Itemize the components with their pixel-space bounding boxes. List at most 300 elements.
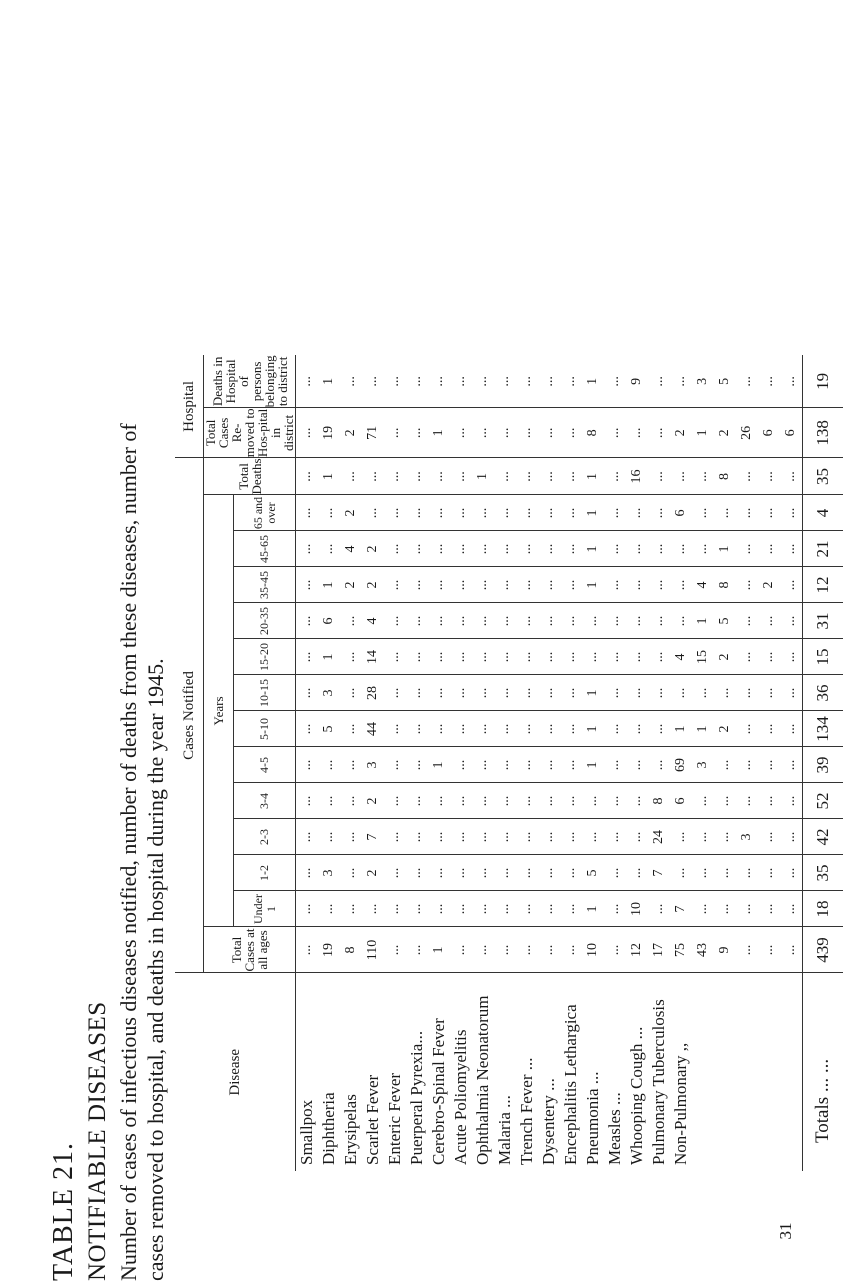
table-cell: ... bbox=[780, 783, 803, 819]
table-cell: ... bbox=[648, 408, 670, 458]
table-cell: ... bbox=[384, 408, 406, 458]
table-cell: ... bbox=[560, 747, 582, 783]
table-cell: ... bbox=[538, 711, 560, 747]
header-age-group: 4-5 bbox=[234, 747, 296, 783]
table-cell: ... bbox=[582, 783, 604, 819]
table-cell: 8 bbox=[582, 408, 604, 458]
table-cell: ... bbox=[450, 567, 472, 603]
header-age-group: 35-45 bbox=[234, 567, 296, 603]
table-cell: ... bbox=[428, 639, 450, 675]
table-cell: ... bbox=[604, 783, 626, 819]
table-cell: ... bbox=[296, 927, 319, 973]
table-cell: ... bbox=[758, 747, 780, 783]
table-cell: 2 bbox=[362, 855, 384, 891]
table-cell: ... bbox=[318, 747, 340, 783]
table-cell: 1 bbox=[428, 747, 450, 783]
disease-name: Smallpox bbox=[297, 1099, 316, 1165]
table-cell: ... bbox=[406, 711, 428, 747]
table-cell: 4 bbox=[340, 531, 362, 567]
table-cell: 1 bbox=[582, 458, 604, 495]
table-cell: ... bbox=[780, 458, 803, 495]
table-cell: ... bbox=[582, 819, 604, 855]
table-cell: ... bbox=[516, 675, 538, 711]
table-cell: ... bbox=[560, 458, 582, 495]
table-cell: 6 bbox=[758, 408, 780, 458]
table-cell: ... bbox=[736, 927, 758, 973]
table-cell: ... bbox=[758, 495, 780, 531]
header-age-group: 45-65 bbox=[234, 531, 296, 567]
table-cell: 1 bbox=[582, 531, 604, 567]
table-cell: ... bbox=[780, 927, 803, 973]
table-cell: 3 bbox=[362, 747, 384, 783]
table-cell: 4 bbox=[362, 603, 384, 639]
table-cell: ... bbox=[736, 567, 758, 603]
table-cell: 5 bbox=[582, 855, 604, 891]
totals-cell: 52 bbox=[803, 783, 843, 819]
table-cell: 2 bbox=[714, 639, 736, 675]
totals-cell: 15 bbox=[803, 639, 843, 675]
table-cell: ... bbox=[428, 675, 450, 711]
disease-name: Scarlet Fever bbox=[363, 1074, 382, 1165]
table-cell: 1 bbox=[318, 567, 340, 603]
table-cell: ... bbox=[472, 567, 494, 603]
table-cell: 3 bbox=[318, 675, 340, 711]
table-cell: ... bbox=[736, 855, 758, 891]
table-row bbox=[538, 355, 560, 1171]
table-cell: ... bbox=[516, 458, 538, 495]
table-cell: ... bbox=[604, 408, 626, 458]
table-cell: ... bbox=[516, 783, 538, 819]
table-cell: ... bbox=[406, 458, 428, 495]
table-cell: 1 bbox=[318, 355, 340, 408]
table-cell: 3 bbox=[318, 855, 340, 891]
table-cell: ... bbox=[758, 675, 780, 711]
table-cell: ... bbox=[780, 495, 803, 531]
table-cell: ... bbox=[406, 567, 428, 603]
table-cell: 5 bbox=[714, 355, 736, 408]
table-cell: 10 bbox=[582, 927, 604, 973]
table-cell: ... bbox=[538, 567, 560, 603]
table-cell: ... bbox=[648, 747, 670, 783]
table-cell: ... bbox=[626, 675, 648, 711]
table-cell: 26 bbox=[736, 408, 758, 458]
header-age-group: Under 1 bbox=[234, 891, 296, 927]
table-cell: ... bbox=[450, 458, 472, 495]
table-cell: ... bbox=[318, 819, 340, 855]
table-cell: ... bbox=[340, 783, 362, 819]
table-cell: ... bbox=[626, 603, 648, 639]
table-cell: 1 bbox=[582, 891, 604, 927]
totals-cell: 138 bbox=[803, 408, 843, 458]
table-cell: ... bbox=[538, 458, 560, 495]
table-cell: ... bbox=[516, 855, 538, 891]
table-cell: ... bbox=[692, 891, 714, 927]
table-cell: ... bbox=[362, 495, 384, 531]
header-age-group: 2-3 bbox=[234, 819, 296, 855]
table-cell: ... bbox=[670, 855, 692, 891]
table-cell: 1 bbox=[318, 639, 340, 675]
table-cell: ... bbox=[384, 603, 406, 639]
table-cell: ... bbox=[450, 927, 472, 973]
table-cell: 4 bbox=[692, 567, 714, 603]
table-cell: ... bbox=[450, 819, 472, 855]
totals-cell: 39 bbox=[803, 747, 843, 783]
table-cell: ... bbox=[450, 855, 472, 891]
table-cell: ... bbox=[340, 603, 362, 639]
table-cell: ... bbox=[406, 927, 428, 973]
table-cell: 7 bbox=[670, 891, 692, 927]
table-cell: ... bbox=[736, 603, 758, 639]
table-cell: ... bbox=[604, 531, 626, 567]
table-cell: ... bbox=[406, 783, 428, 819]
table-cell: 12 bbox=[626, 927, 648, 973]
table-cell: ... bbox=[296, 408, 319, 458]
table-cell: ... bbox=[604, 355, 626, 408]
table-cell: ... bbox=[516, 927, 538, 973]
table-cell: ... bbox=[758, 891, 780, 927]
table-cell: ... bbox=[494, 783, 516, 819]
table-cell: ... bbox=[362, 355, 384, 408]
table-cell: ... bbox=[736, 531, 758, 567]
table-row bbox=[296, 355, 319, 1171]
table-cell: ... bbox=[560, 603, 582, 639]
table-cell: ... bbox=[780, 891, 803, 927]
table-cell: 19 bbox=[318, 927, 340, 973]
table-cell: ... bbox=[714, 855, 736, 891]
table-cell: 75 bbox=[670, 927, 692, 973]
table-cell: ... bbox=[780, 711, 803, 747]
table-cell: ... bbox=[494, 567, 516, 603]
table-cell: 14 bbox=[362, 639, 384, 675]
table-cell: ... bbox=[494, 458, 516, 495]
table-title: NOTIFIABLE DISEASES bbox=[84, 1001, 111, 1281]
table-cell: ... bbox=[758, 531, 780, 567]
table-cell: 1 bbox=[582, 747, 604, 783]
disease-name: Diphtheria bbox=[319, 1092, 338, 1165]
table-cell: ... bbox=[340, 855, 362, 891]
table-cell: ... bbox=[450, 408, 472, 458]
table-cell: ... bbox=[494, 603, 516, 639]
table-cell: 2 bbox=[714, 711, 736, 747]
table-cell: ... bbox=[516, 408, 538, 458]
table-cell: ... bbox=[406, 408, 428, 458]
table-row bbox=[318, 355, 340, 1171]
disease-name: Malaria ... bbox=[495, 1095, 514, 1165]
table-cell: ... bbox=[604, 603, 626, 639]
table-cell: ... bbox=[560, 531, 582, 567]
table-cell: 1 bbox=[582, 495, 604, 531]
table-row bbox=[626, 355, 648, 1171]
table-cell: 24 bbox=[648, 819, 670, 855]
disease-name: Pulmonary Tuberculosis bbox=[649, 999, 668, 1165]
table-cell: 1 bbox=[582, 711, 604, 747]
table-cell: 4 bbox=[670, 639, 692, 675]
table-cell: ... bbox=[538, 783, 560, 819]
table-cell: ... bbox=[560, 567, 582, 603]
table-cell: ... bbox=[318, 531, 340, 567]
table-cell: 1 bbox=[428, 408, 450, 458]
table-cell: ... bbox=[758, 927, 780, 973]
table-cell: ... bbox=[406, 747, 428, 783]
header-age-group: 65 and over bbox=[234, 495, 296, 531]
table-cell: ... bbox=[714, 747, 736, 783]
header-hospital: Hospital bbox=[175, 355, 204, 458]
table-cell: ... bbox=[406, 531, 428, 567]
table-cell: ... bbox=[296, 531, 319, 567]
table-row bbox=[670, 355, 692, 1171]
table-cell: ... bbox=[626, 495, 648, 531]
table-cell: 6 bbox=[318, 603, 340, 639]
table-cell: ... bbox=[648, 567, 670, 603]
table-cell: ... bbox=[516, 603, 538, 639]
table-cell: ... bbox=[626, 567, 648, 603]
header-age-group: 20-35 bbox=[234, 603, 296, 639]
table-cell: ... bbox=[296, 639, 319, 675]
table-cell: ... bbox=[604, 639, 626, 675]
table-row bbox=[406, 355, 428, 1171]
table-row bbox=[758, 355, 780, 1171]
table-cell: ... bbox=[472, 855, 494, 891]
table-cell: ... bbox=[340, 639, 362, 675]
disease-name bbox=[780, 973, 803, 1171]
table-cell: ... bbox=[648, 458, 670, 495]
table-number: TABLE 21. bbox=[48, 1142, 79, 1281]
table-cell: ... bbox=[340, 711, 362, 747]
table-cell: ... bbox=[516, 567, 538, 603]
table-row bbox=[780, 355, 803, 1171]
table-cell: ... bbox=[538, 355, 560, 408]
table-cell: ... bbox=[538, 891, 560, 927]
table-cell: ... bbox=[692, 675, 714, 711]
table-cell: ... bbox=[648, 355, 670, 408]
table-cell: ... bbox=[384, 819, 406, 855]
table-cell: ... bbox=[384, 855, 406, 891]
disease-name: Ophthalmia Neonatorum bbox=[473, 995, 492, 1165]
table-cell: ... bbox=[450, 355, 472, 408]
disease-name: Measles ... bbox=[605, 1092, 624, 1165]
table-cell: ... bbox=[780, 603, 803, 639]
table-cell: ... bbox=[780, 819, 803, 855]
table-cell: ... bbox=[560, 891, 582, 927]
table-cell: ... bbox=[692, 458, 714, 495]
table-cell: ... bbox=[340, 458, 362, 495]
table-cell: ... bbox=[538, 747, 560, 783]
table-cell: 2 bbox=[340, 495, 362, 531]
table-cell: ... bbox=[582, 603, 604, 639]
table-cell: ... bbox=[648, 675, 670, 711]
table-cell: 2 bbox=[362, 783, 384, 819]
table-cell: 1 bbox=[582, 355, 604, 408]
header-years: Years bbox=[204, 495, 234, 927]
table-cell: ... bbox=[450, 711, 472, 747]
table-cell: 1 bbox=[472, 458, 494, 495]
table-cell: ... bbox=[582, 639, 604, 675]
table-cell: ... bbox=[560, 639, 582, 675]
table-cell: ... bbox=[472, 531, 494, 567]
table-cell: 5 bbox=[714, 603, 736, 639]
table-cell: 17 bbox=[648, 927, 670, 973]
table-cell: ... bbox=[384, 531, 406, 567]
table-cell: ... bbox=[406, 603, 428, 639]
table-cell: 6 bbox=[670, 495, 692, 531]
table-cell: ... bbox=[516, 639, 538, 675]
table-cell: ... bbox=[406, 639, 428, 675]
table-cell: ... bbox=[758, 711, 780, 747]
table-cell: ... bbox=[494, 927, 516, 973]
table-cell: ... bbox=[538, 603, 560, 639]
header-total-cases: Total Cases at all ages bbox=[204, 927, 296, 973]
table-cell: 2 bbox=[340, 408, 362, 458]
table-row bbox=[494, 355, 516, 1171]
table-cell: ... bbox=[450, 783, 472, 819]
table-cell: 16 bbox=[626, 458, 648, 495]
table-cell: ... bbox=[428, 495, 450, 531]
header-cases-removed: Total Cases Re-moved to Hos-pital in district bbox=[203, 408, 296, 458]
table-cell: 71 bbox=[362, 408, 384, 458]
table-cell: ... bbox=[494, 891, 516, 927]
table-cell: ... bbox=[428, 855, 450, 891]
table-cell: 7 bbox=[648, 855, 670, 891]
table-cell: ... bbox=[340, 819, 362, 855]
table-cell: ... bbox=[626, 639, 648, 675]
table-cell: ... bbox=[736, 355, 758, 408]
table-cell: ... bbox=[626, 747, 648, 783]
table-cell: ... bbox=[472, 711, 494, 747]
totals-cell: 35 bbox=[803, 855, 843, 891]
table-cell: ... bbox=[714, 783, 736, 819]
table-cell: ... bbox=[406, 355, 428, 408]
table-row bbox=[604, 355, 626, 1171]
table-cell: ... bbox=[516, 711, 538, 747]
table-cell: ... bbox=[604, 891, 626, 927]
table-cell: ... bbox=[384, 891, 406, 927]
table-cell: ... bbox=[428, 783, 450, 819]
totals-cell: 18 bbox=[803, 891, 843, 927]
table-cell: ... bbox=[428, 458, 450, 495]
table-cell: 1 bbox=[318, 458, 340, 495]
table-cell: 1 bbox=[714, 531, 736, 567]
table-cell: ... bbox=[604, 675, 626, 711]
table-cell: 1 bbox=[582, 675, 604, 711]
table-cell: ... bbox=[692, 495, 714, 531]
table-cell: ... bbox=[494, 531, 516, 567]
totals-cell: 31 bbox=[803, 603, 843, 639]
table-cell: ... bbox=[604, 458, 626, 495]
table-cell: 1 bbox=[692, 603, 714, 639]
table-row bbox=[692, 355, 714, 1171]
table-cell: ... bbox=[670, 458, 692, 495]
table-cell: ... bbox=[384, 783, 406, 819]
disease-name bbox=[736, 973, 758, 1171]
table-cell: ... bbox=[296, 603, 319, 639]
table-cell: 2 bbox=[670, 408, 692, 458]
table-cell: ... bbox=[494, 855, 516, 891]
totals-cell: 21 bbox=[803, 531, 843, 567]
table-row bbox=[428, 355, 450, 1171]
table-cell: ... bbox=[648, 639, 670, 675]
header-disease: Disease bbox=[175, 973, 296, 1171]
table-cell: ... bbox=[736, 675, 758, 711]
table-cell: ... bbox=[758, 603, 780, 639]
disease-name bbox=[714, 973, 736, 1171]
table-cell: ... bbox=[648, 711, 670, 747]
table-cell: ... bbox=[560, 819, 582, 855]
table-cell: ... bbox=[428, 355, 450, 408]
table-cell: ... bbox=[692, 783, 714, 819]
table-cell: ... bbox=[780, 855, 803, 891]
table-cell: 1 bbox=[670, 711, 692, 747]
table-cell: 9 bbox=[626, 355, 648, 408]
table-cell: ... bbox=[406, 675, 428, 711]
table-cell: ... bbox=[648, 891, 670, 927]
table-cell: ... bbox=[296, 747, 319, 783]
disease-name: Trench Fever ... bbox=[517, 1057, 536, 1165]
table-cell: ... bbox=[670, 531, 692, 567]
table-cell: ... bbox=[516, 747, 538, 783]
table-cell: ... bbox=[670, 567, 692, 603]
table-cell: ... bbox=[736, 639, 758, 675]
table-cell: ... bbox=[648, 603, 670, 639]
table-cell: ... bbox=[758, 355, 780, 408]
table-cell: ... bbox=[692, 819, 714, 855]
table-cell: ... bbox=[560, 408, 582, 458]
table-cell: ... bbox=[758, 819, 780, 855]
table-cell: ... bbox=[714, 819, 736, 855]
table-cell: ... bbox=[560, 927, 582, 973]
table-cell: ... bbox=[384, 675, 406, 711]
table-cell: ... bbox=[604, 747, 626, 783]
table-cell: 2 bbox=[362, 567, 384, 603]
table-cell: ... bbox=[736, 458, 758, 495]
table-cell: ... bbox=[538, 927, 560, 973]
disease-name: Whooping Cough ... bbox=[627, 1026, 646, 1165]
table-cell: ... bbox=[780, 639, 803, 675]
table-cell: ... bbox=[538, 639, 560, 675]
table-cell: ... bbox=[560, 675, 582, 711]
table-cell: ... bbox=[296, 891, 319, 927]
table-cell: 3 bbox=[736, 819, 758, 855]
header-deaths-in-hospital: Deaths in Hospital of persons belonging to district bbox=[204, 355, 296, 408]
table-cell: ... bbox=[714, 675, 736, 711]
table-cell: ... bbox=[472, 819, 494, 855]
table-cell: ... bbox=[780, 355, 803, 408]
disease-name: Cerebro-Spinal Fever bbox=[429, 1018, 448, 1165]
table-cell: ... bbox=[428, 819, 450, 855]
table-cell: ... bbox=[516, 891, 538, 927]
table-cell: ... bbox=[428, 711, 450, 747]
totals-cell: 35 bbox=[803, 458, 843, 495]
table-cell: ... bbox=[780, 567, 803, 603]
table-cell: ... bbox=[472, 603, 494, 639]
totals-cell: 42 bbox=[803, 819, 843, 855]
table-cell: ... bbox=[626, 783, 648, 819]
table-cell: ... bbox=[604, 567, 626, 603]
table-cell: ... bbox=[758, 639, 780, 675]
table-cell: 1 bbox=[428, 927, 450, 973]
table-cell: ... bbox=[384, 927, 406, 973]
table-cell: 8 bbox=[714, 458, 736, 495]
table-cell: ... bbox=[604, 711, 626, 747]
table-cell: ... bbox=[494, 747, 516, 783]
table-cell: ... bbox=[406, 495, 428, 531]
totals-cell: 134 bbox=[803, 711, 843, 747]
table-cell: ... bbox=[538, 855, 560, 891]
table-cell: 44 bbox=[362, 711, 384, 747]
table-cell: ... bbox=[670, 603, 692, 639]
table-cell: ... bbox=[296, 819, 319, 855]
table-cell: 1 bbox=[692, 711, 714, 747]
header-age-group: 15-20 bbox=[234, 639, 296, 675]
